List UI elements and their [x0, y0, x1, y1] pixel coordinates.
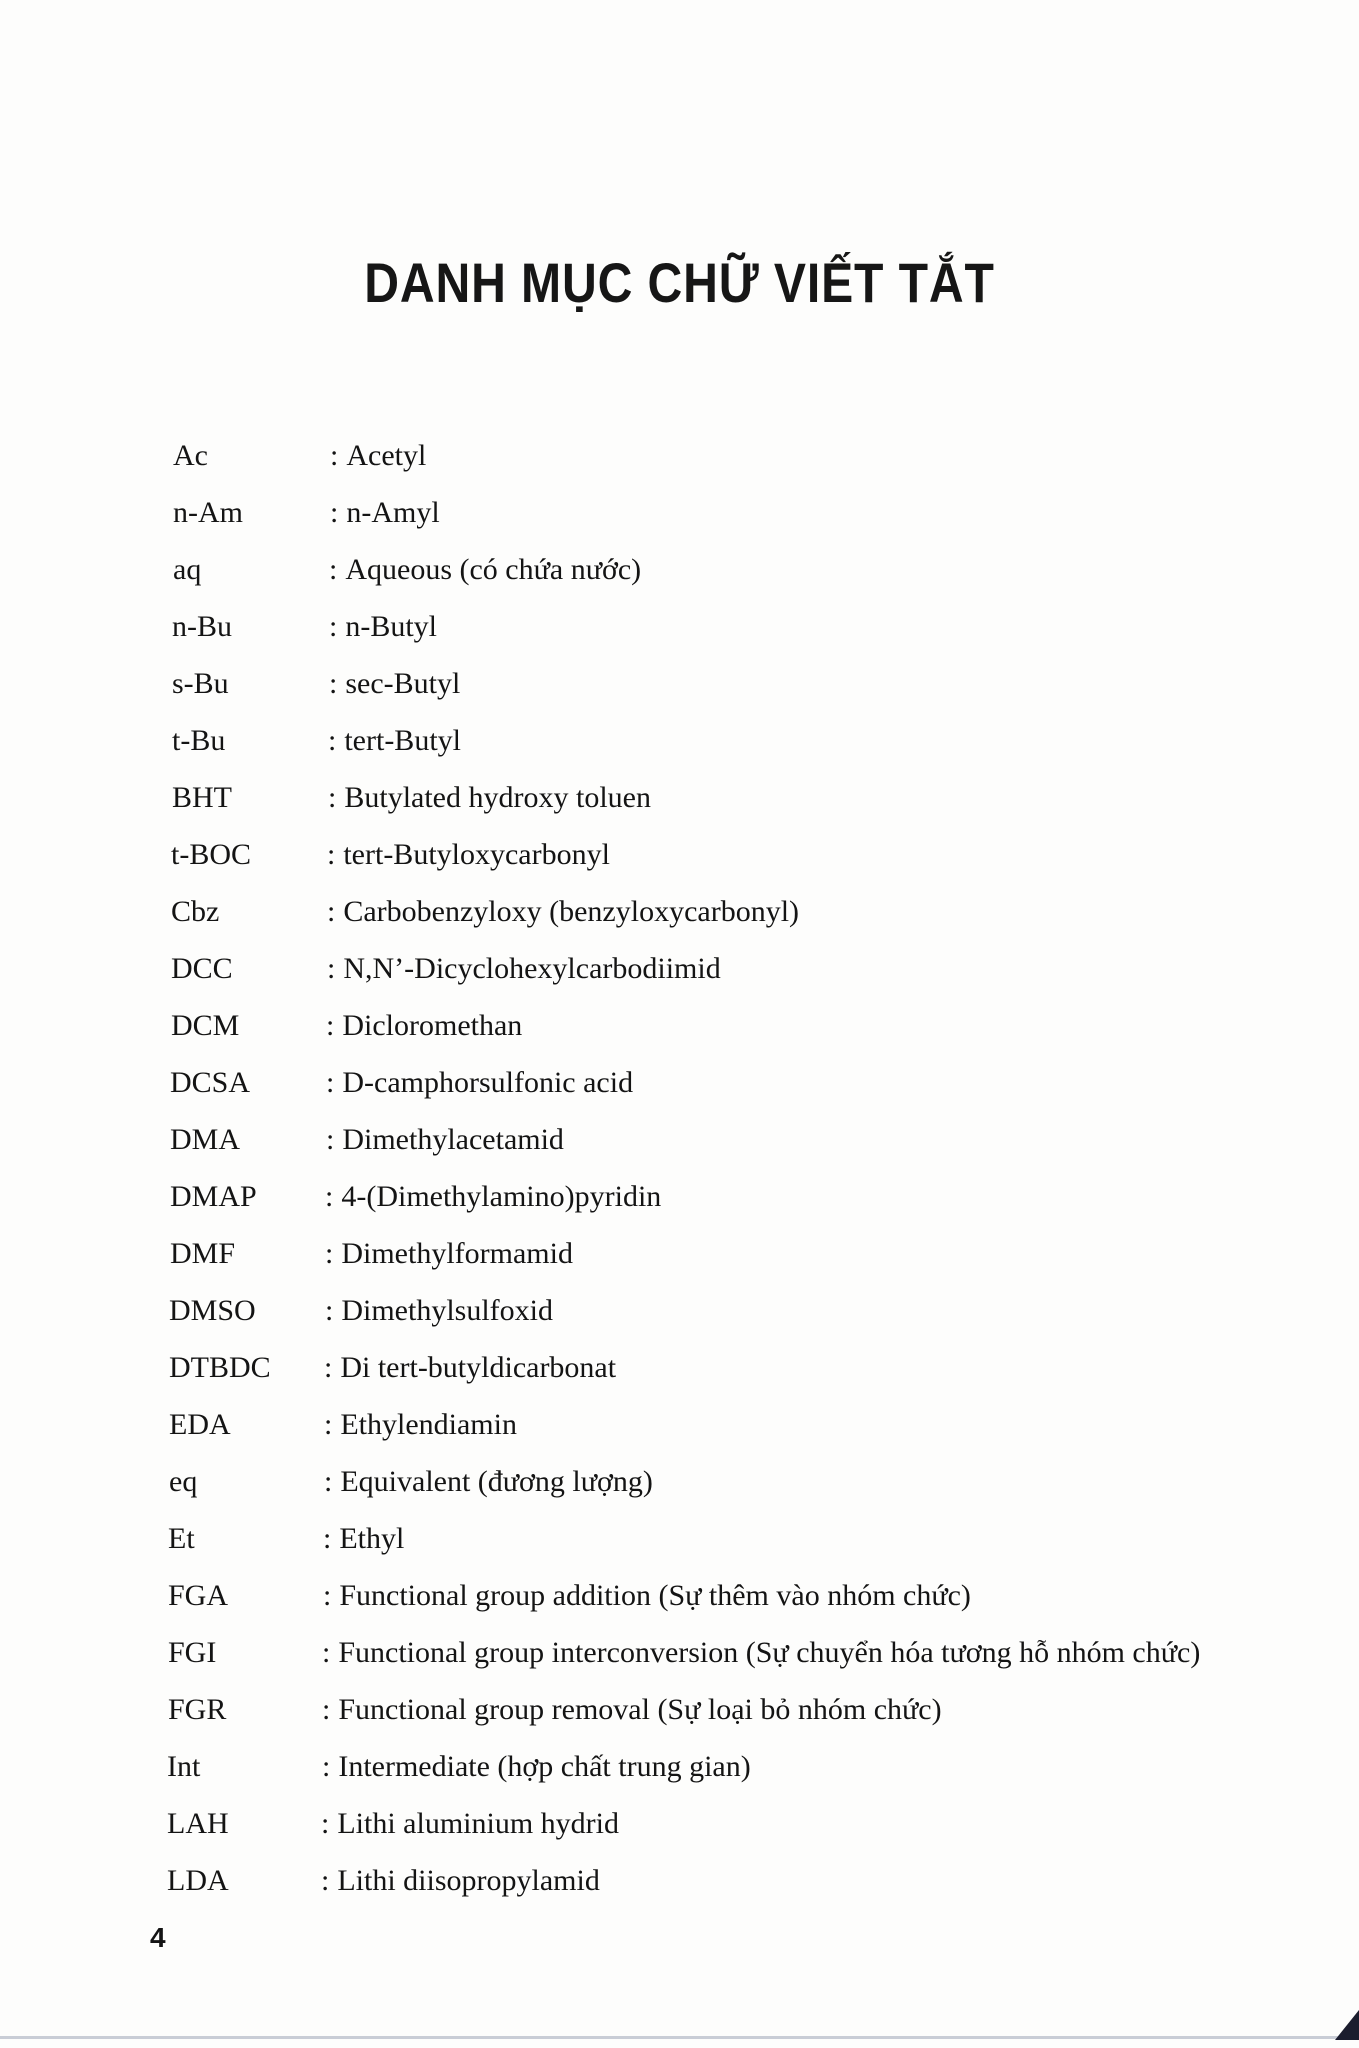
abbreviation-row [0, 487, 1359, 539]
abbreviation-row [0, 1228, 1359, 1280]
abbreviation-term: aq [173, 553, 202, 586]
abbreviation-definition: Functional group addition (Sự thêm vào nhóm chức) [339, 1579, 971, 1612]
separator-colon: : [324, 1465, 333, 1498]
abbreviation-term: Int [167, 1750, 201, 1783]
abbreviation-term: BHT [172, 781, 232, 814]
separator-colon: : [322, 1636, 331, 1669]
abbreviation-definition-wrap [321, 1798, 619, 1850]
abbreviation-term: FGR [168, 1693, 227, 1726]
separator-colon: : [326, 1066, 335, 1099]
separator-colon: : [324, 1351, 333, 1384]
abbreviation-row [0, 1855, 1359, 1907]
abbreviation-term: n-Am [173, 496, 243, 529]
abbreviation-term: DMSO [169, 1294, 256, 1327]
abbreviation-definition-wrap [325, 1285, 553, 1337]
abbreviation-row [0, 1399, 1359, 1451]
abbreviation-row [0, 1171, 1359, 1223]
abbreviation-row [0, 829, 1359, 881]
abbreviation-definition: Lithi aluminium hydrid [337, 1807, 619, 1840]
abbreviation-row [0, 601, 1359, 653]
page-title: DANH MỤC CHỮ VIẾT TẮT [364, 251, 995, 314]
abbreviation-definition-wrap [329, 658, 460, 710]
abbreviation-definition: Functional group removal (Sự loại bỏ nhóm chức) [338, 1693, 942, 1726]
abbreviation-definition: D-camphorsulfonic acid [342, 1066, 634, 1099]
abbreviation-definition-wrap [329, 601, 437, 653]
abbreviation-row [0, 886, 1359, 938]
abbreviation-term: eq [169, 1465, 198, 1498]
abbreviation-definition-wrap [328, 715, 461, 767]
abbreviation-definition-wrap [325, 1171, 661, 1223]
abbreviation-definition: Dimethylsulfoxid [341, 1294, 553, 1327]
separator-colon: : [321, 1864, 330, 1897]
abbreviation-row [0, 1798, 1359, 1850]
abbreviation-term: t-Bu [172, 724, 226, 757]
abbreviation-definition-wrap [324, 1342, 616, 1394]
separator-colon: : [327, 838, 336, 871]
abbreviation-row [0, 1000, 1359, 1052]
abbreviation-row [0, 1057, 1359, 1109]
separator-colon: : [325, 1294, 334, 1327]
abbreviation-term: Ac [173, 439, 208, 472]
abbreviation-definition-wrap [329, 544, 641, 596]
abbreviation-definition: Butylated hydroxy toluen [344, 781, 651, 814]
abbreviation-row [0, 1741, 1359, 1793]
abbreviation-row [0, 544, 1359, 596]
abbreviation-row [0, 943, 1359, 995]
abbreviation-definition-wrap [325, 1228, 573, 1280]
abbreviation-definition: Intermediate (hợp chất trung gian) [338, 1750, 751, 1783]
abbreviation-term: s-Bu [172, 667, 229, 700]
abbreviation-definition: Functional group interconversion (Sự chuyển hóa tương hỗ nhóm chức) [338, 1636, 1201, 1669]
abbreviation-definition-wrap [328, 772, 651, 824]
abbreviation-row [0, 658, 1359, 710]
abbreviation-definition-wrap [324, 1399, 517, 1451]
abbreviation-term: DMAP [170, 1180, 257, 1213]
abbreviation-definition-wrap [330, 487, 440, 539]
abbreviation-definition: sec-Butyl [345, 667, 461, 700]
abbreviation-definition-wrap [322, 1627, 1200, 1679]
abbreviation-definition: tert-Butyl [344, 724, 461, 757]
abbreviation-row [0, 1285, 1359, 1337]
abbreviation-term: FGA [168, 1579, 229, 1612]
separator-colon: : [327, 952, 336, 985]
abbreviation-row [0, 715, 1359, 767]
separator-colon: : [328, 781, 337, 814]
abbreviation-definition-wrap [326, 1114, 564, 1166]
abbreviation-term: LDA [167, 1864, 229, 1897]
separator-colon: : [322, 1693, 331, 1726]
page-number: 4 [150, 1922, 166, 1953]
abbreviation-term: DMF [170, 1237, 236, 1270]
abbreviation-definition-wrap [324, 1456, 653, 1508]
corner-mark-icon [1335, 2010, 1359, 2040]
separator-colon: : [325, 1237, 334, 1270]
separator-colon: : [327, 895, 336, 928]
abbreviation-definition-wrap [327, 943, 721, 995]
abbreviation-definition: n-Amyl [346, 496, 440, 529]
abbreviation-row [0, 1456, 1359, 1508]
separator-colon: : [328, 724, 337, 757]
abbreviation-definition: Ethyl [339, 1522, 405, 1555]
separator-colon: : [321, 1807, 330, 1840]
abbreviation-definition: Equivalent (đương lượng) [340, 1465, 653, 1498]
separator-colon: : [325, 1180, 334, 1213]
separator-colon: : [323, 1522, 332, 1555]
abbreviation-term: DCM [171, 1009, 240, 1042]
abbreviation-definition-wrap [321, 1855, 600, 1907]
abbreviation-term: DTBDC [169, 1351, 271, 1384]
abbreviation-definition-wrap [326, 1000, 522, 1052]
separator-colon: : [322, 1750, 331, 1783]
separator-colon: : [330, 439, 339, 472]
separator-colon: : [329, 610, 338, 643]
abbreviation-row [0, 1513, 1359, 1565]
abbreviation-definition-wrap [327, 886, 799, 938]
separator-colon: : [330, 496, 339, 529]
abbreviation-term: t-BOC [171, 838, 252, 871]
separator-colon: : [329, 667, 338, 700]
abbreviation-definition: tert-Butyloxycarbonyl [343, 838, 610, 871]
abbreviation-definition: 4-(Dimethylamino)pyridin [341, 1180, 662, 1213]
abbreviation-term: DCC [171, 952, 233, 985]
abbreviation-term: Cbz [171, 895, 220, 928]
abbreviation-definition: Ethylendiamin [340, 1408, 517, 1441]
separator-colon: : [326, 1009, 335, 1042]
abbreviation-term: DCSA [170, 1066, 251, 1099]
abbreviation-definition-wrap [323, 1570, 971, 1622]
separator-colon: : [329, 553, 338, 586]
separator-colon: : [324, 1408, 333, 1441]
abbreviation-row [0, 1342, 1359, 1394]
abbreviation-definition-wrap [327, 829, 610, 881]
abbreviation-definition-wrap [322, 1741, 751, 1793]
separator-colon: : [323, 1579, 332, 1612]
abbreviation-definition: n-Butyl [345, 610, 438, 643]
abbreviation-definition: Dicloromethan [342, 1009, 523, 1042]
abbreviation-definition: Dimethylformamid [341, 1237, 573, 1270]
abbreviation-definition: Di tert-butyldicarbonat [340, 1351, 617, 1384]
abbreviation-row [0, 430, 1359, 482]
abbreviation-definition: Carbobenzyloxy (benzyloxycarbonyl) [343, 895, 800, 928]
abbreviation-definition-wrap [323, 1513, 404, 1565]
page-edge-line [0, 2036, 1359, 2039]
abbreviation-term: EDA [169, 1408, 231, 1441]
abbreviation-term: Et [168, 1522, 195, 1555]
abbreviation-row [0, 1627, 1359, 1679]
abbreviation-term: FGI [168, 1636, 217, 1669]
abbreviation-definition-wrap [330, 430, 426, 482]
abbreviation-definition: Lithi diisopropylamid [337, 1864, 600, 1897]
abbreviation-definition-wrap [326, 1057, 633, 1109]
abbreviation-definition: N,N’-Dicyclohexylcarbodiimid [343, 952, 721, 985]
separator-colon: : [326, 1123, 335, 1156]
abbreviation-term: DMA [170, 1123, 241, 1156]
abbreviation-row [0, 1570, 1359, 1622]
abbreviation-row [0, 772, 1359, 824]
abbreviation-row [0, 1684, 1359, 1736]
abbreviation-definition-wrap [322, 1684, 942, 1736]
abbreviation-definition: Acetyl [346, 439, 427, 472]
abbreviation-definition: Aqueous (có chứa nước) [345, 553, 642, 586]
abbreviation-term: n-Bu [172, 610, 232, 643]
abbreviation-row [0, 1114, 1359, 1166]
abbreviation-term: LAH [167, 1807, 229, 1840]
abbreviation-definition: Dimethylacetamid [342, 1123, 564, 1156]
